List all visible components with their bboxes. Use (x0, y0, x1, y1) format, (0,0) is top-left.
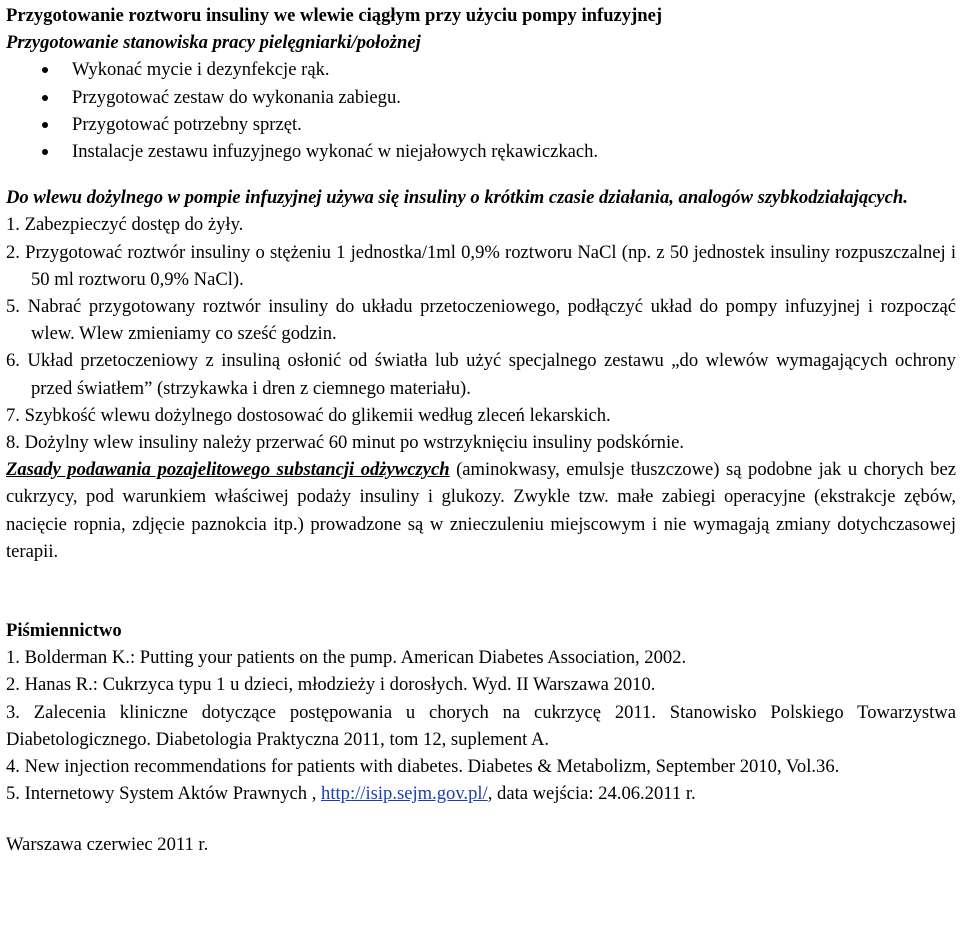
steps-list (6, 211, 956, 456)
list-item: 2. Przygotować roztwór insuliny o stężeniu 1 jednostka/1ml 0,9% roztworu NaCl (np. z 50 jednostek insuliny rozpuszczalnej i 50 ml roztworu 0,9% NaCl). (6, 241, 956, 290)
reference-item: 4. New injection recommendations for patients with diabetes. Diabetes & Metabolizm, September 2010, Vol.36. (6, 756, 840, 778)
isip-link[interactable]: http://isip.sejm.gov.pl/ (321, 783, 488, 805)
list-item: Instalacje zestawu infuzyjnego wykonać w niejałowych rękawiczkach. (6, 138, 956, 165)
list-item: 6. Układ przetoczeniowy z insuliną osłonić od światła lub użyć specjalnego zestawu „do wlewów wymagających ochrony przed światłem” (strzykawka i dren z ciemnego materiału). (6, 350, 956, 399)
references-list (6, 644, 956, 807)
section-subtitle: Przygotowanie stanowiska pracy pielęgniarki/położnej (6, 32, 421, 54)
reference-item: 5. Internetowy System Aktów Prawnych , http://isip.sejm.gov.pl/, data wejścia: 24.06.2011 r. (6, 783, 696, 805)
list-item: Wykonać mycie i dezynfekcje rąk. (6, 56, 956, 83)
reference-item: 1. Bolderman K.: Putting your patients on the pump. American Diabetes Association, 2002. (6, 647, 687, 669)
reference-item: 2. Hanas R.: Cukrzyca typu 1 u dzieci, młodzieży i dorosłych. Wyd. II Warszawa 2010. (6, 674, 656, 696)
nutrition-heading: Zasady podawania pozajelitowego substancji odżywczych (6, 459, 450, 481)
nutrition-text: (aminokwasy, emulsje tłuszczowe) są podobne jak u chorych bez cukrzycy, pod warunkiem właściwej podaży insuliny i glukozy. Zwykle tzw. małe zabiegi operacyjne (ekstrakcje zębów, nacięcie ropnia, zdjęcie paznokcia itp.) prowadzone są w znieczuleniu miejscowym i nie wymagają zmiany dotychczasowej terapii. (6, 459, 956, 562)
signature-line: Warszawa czerwiec 2011 r. (6, 834, 209, 856)
list-item: Przygotować zestaw do wykonania zabiegu. (6, 84, 956, 111)
reference-item: 3. Zalecenia kliniczne dotyczące postępowania u chorych na cukrzycę 2011. Stanowisko Polskiego Towarzystwa Diabetologicznego. Diabetologia Praktyczna 2011, tom 12, suplement A. (6, 701, 956, 750)
list-item: Przygotować potrzebny sprzęt. (6, 111, 956, 138)
infusion-note: Do wlewu dożylnego w pompie infuzyjnej używa się insuliny o krótkim czasie działania, analogów szybkodziałających. (6, 187, 908, 209)
list-item: 8. Dożylny wlew insuliny należy przerwać 60 minut po wstrzyknięciu insuliny podskórnie. (6, 432, 685, 454)
list-item: 7. Szybkość wlewu dożylnego dostosować do glikemii według zleceń lekarskich. (6, 404, 611, 426)
document-page (6, 2, 956, 859)
references-heading: Piśmiennictwo (6, 620, 122, 642)
list-item: 1. Zabezpieczyć dostęp do żyły. (6, 214, 244, 236)
list-item: 5. Nabrać przygotowany roztwór insuliny do układu przetoczeniowego, podłączyć układ do pompy infuzyjnej i rozpocząć wlew. Wlew zmieniamy co sześć godzin. (6, 296, 956, 345)
nutrition-paragraph (6, 456, 956, 565)
document-title: Przygotowanie roztworu insuliny we wlewie ciągłym przy użyciu pompy infuzyjnej (6, 5, 663, 26)
prep-list (6, 56, 956, 165)
